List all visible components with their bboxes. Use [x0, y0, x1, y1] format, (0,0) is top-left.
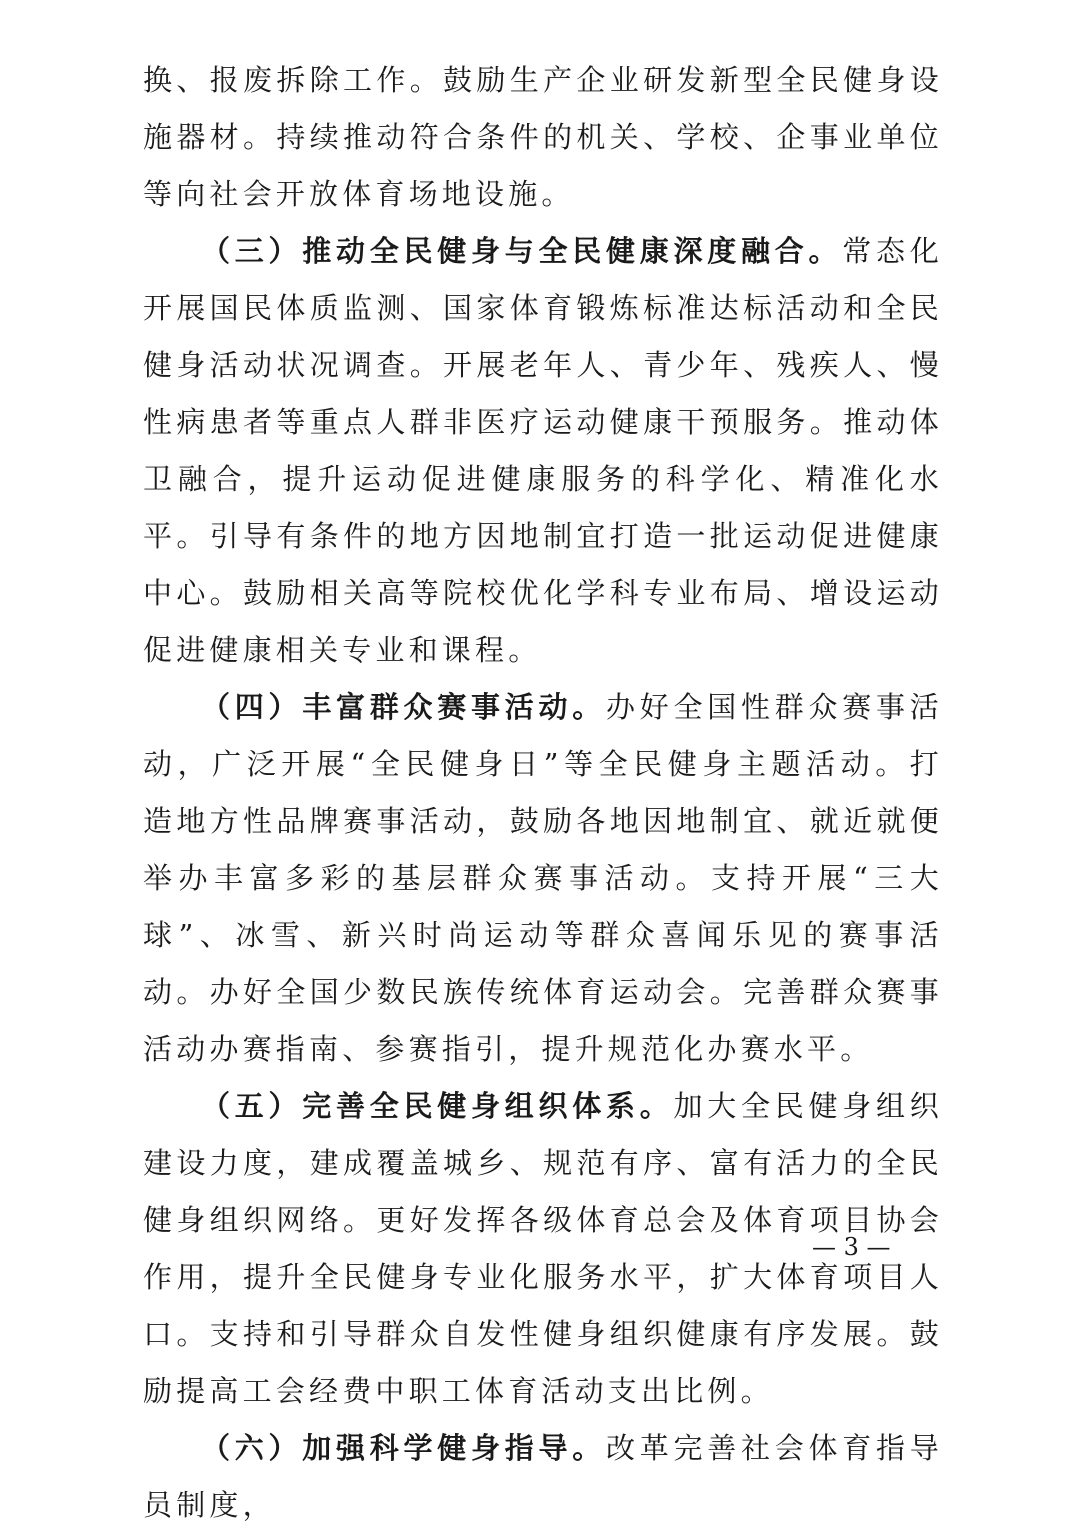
section-heading-3: （三）推动全民健身与全民健康深度融合。 [201, 234, 843, 268]
paragraph-body: 换、报废拆除工作。鼓励生产企业研发新型全民健身设施器材。持续推动符合条件的机关、学校、企事业单位等向社会开放体育场地设施。 [143, 63, 943, 211]
paragraph-6 [143, 1420, 943, 1534]
paragraph-body: 常态化开展国民体质监测、国家体育锻炼标准达标活动和全民健身活动状况调查。开展老年人、青少年、残疾人、慢性病患者等重点人群非医疗运动健康干预服务。推动体卫融合，提升运动促进健康服务的科学化、精准化水平。引导有条件的地方因地制宜打造一批运动促进健康中心。鼓励相关高等院校优化学科专业布局、增设运动促进健康相关专业和课程。 [143, 234, 943, 667]
section-heading-6: （六）加强科学健身指导。 [201, 1431, 607, 1465]
document-body [143, 52, 943, 1534]
paragraph-body: 改革完善社会体育指导员制度， [143, 1431, 943, 1522]
section-heading-5: （五）完善全民健身组织体系。 [201, 1089, 674, 1123]
paragraph-body: 加大全民健身组织建设力度，建成覆盖城乡、规范有序、富有活力的全民健身组织网络。更好发挥各级体育总会及体育项目协会作用，提升全民健身专业化服务水平，扩大体育项目人口。支持和引导群众自发性健身组织健康有序发展。鼓励提高工会经费中职工体育活动支出比例。 [143, 1089, 943, 1408]
paragraph-4 [143, 679, 943, 1078]
paragraph-3 [143, 223, 943, 679]
section-heading-4: （四）丰富群众赛事活动。 [201, 690, 607, 724]
paragraph-continuation [143, 52, 943, 223]
paragraph-body: 办好全国性群众赛事活动，广泛开展“全民健身日”等全民健身主题活动。打造地方性品牌赛事活动，鼓励各地因地制宜、就近就便举办丰富多彩的基层群众赛事活动。支持开展“三大球”、冰雪、新兴时尚运动等群众喜闻乐见的赛事活动。办好全国少数民族传统体育运动会。完善群众赛事活动办赛指南、参赛指引，提升规范化办赛水平。 [143, 690, 943, 1066]
page-number: — 3 — [812, 1233, 891, 1261]
